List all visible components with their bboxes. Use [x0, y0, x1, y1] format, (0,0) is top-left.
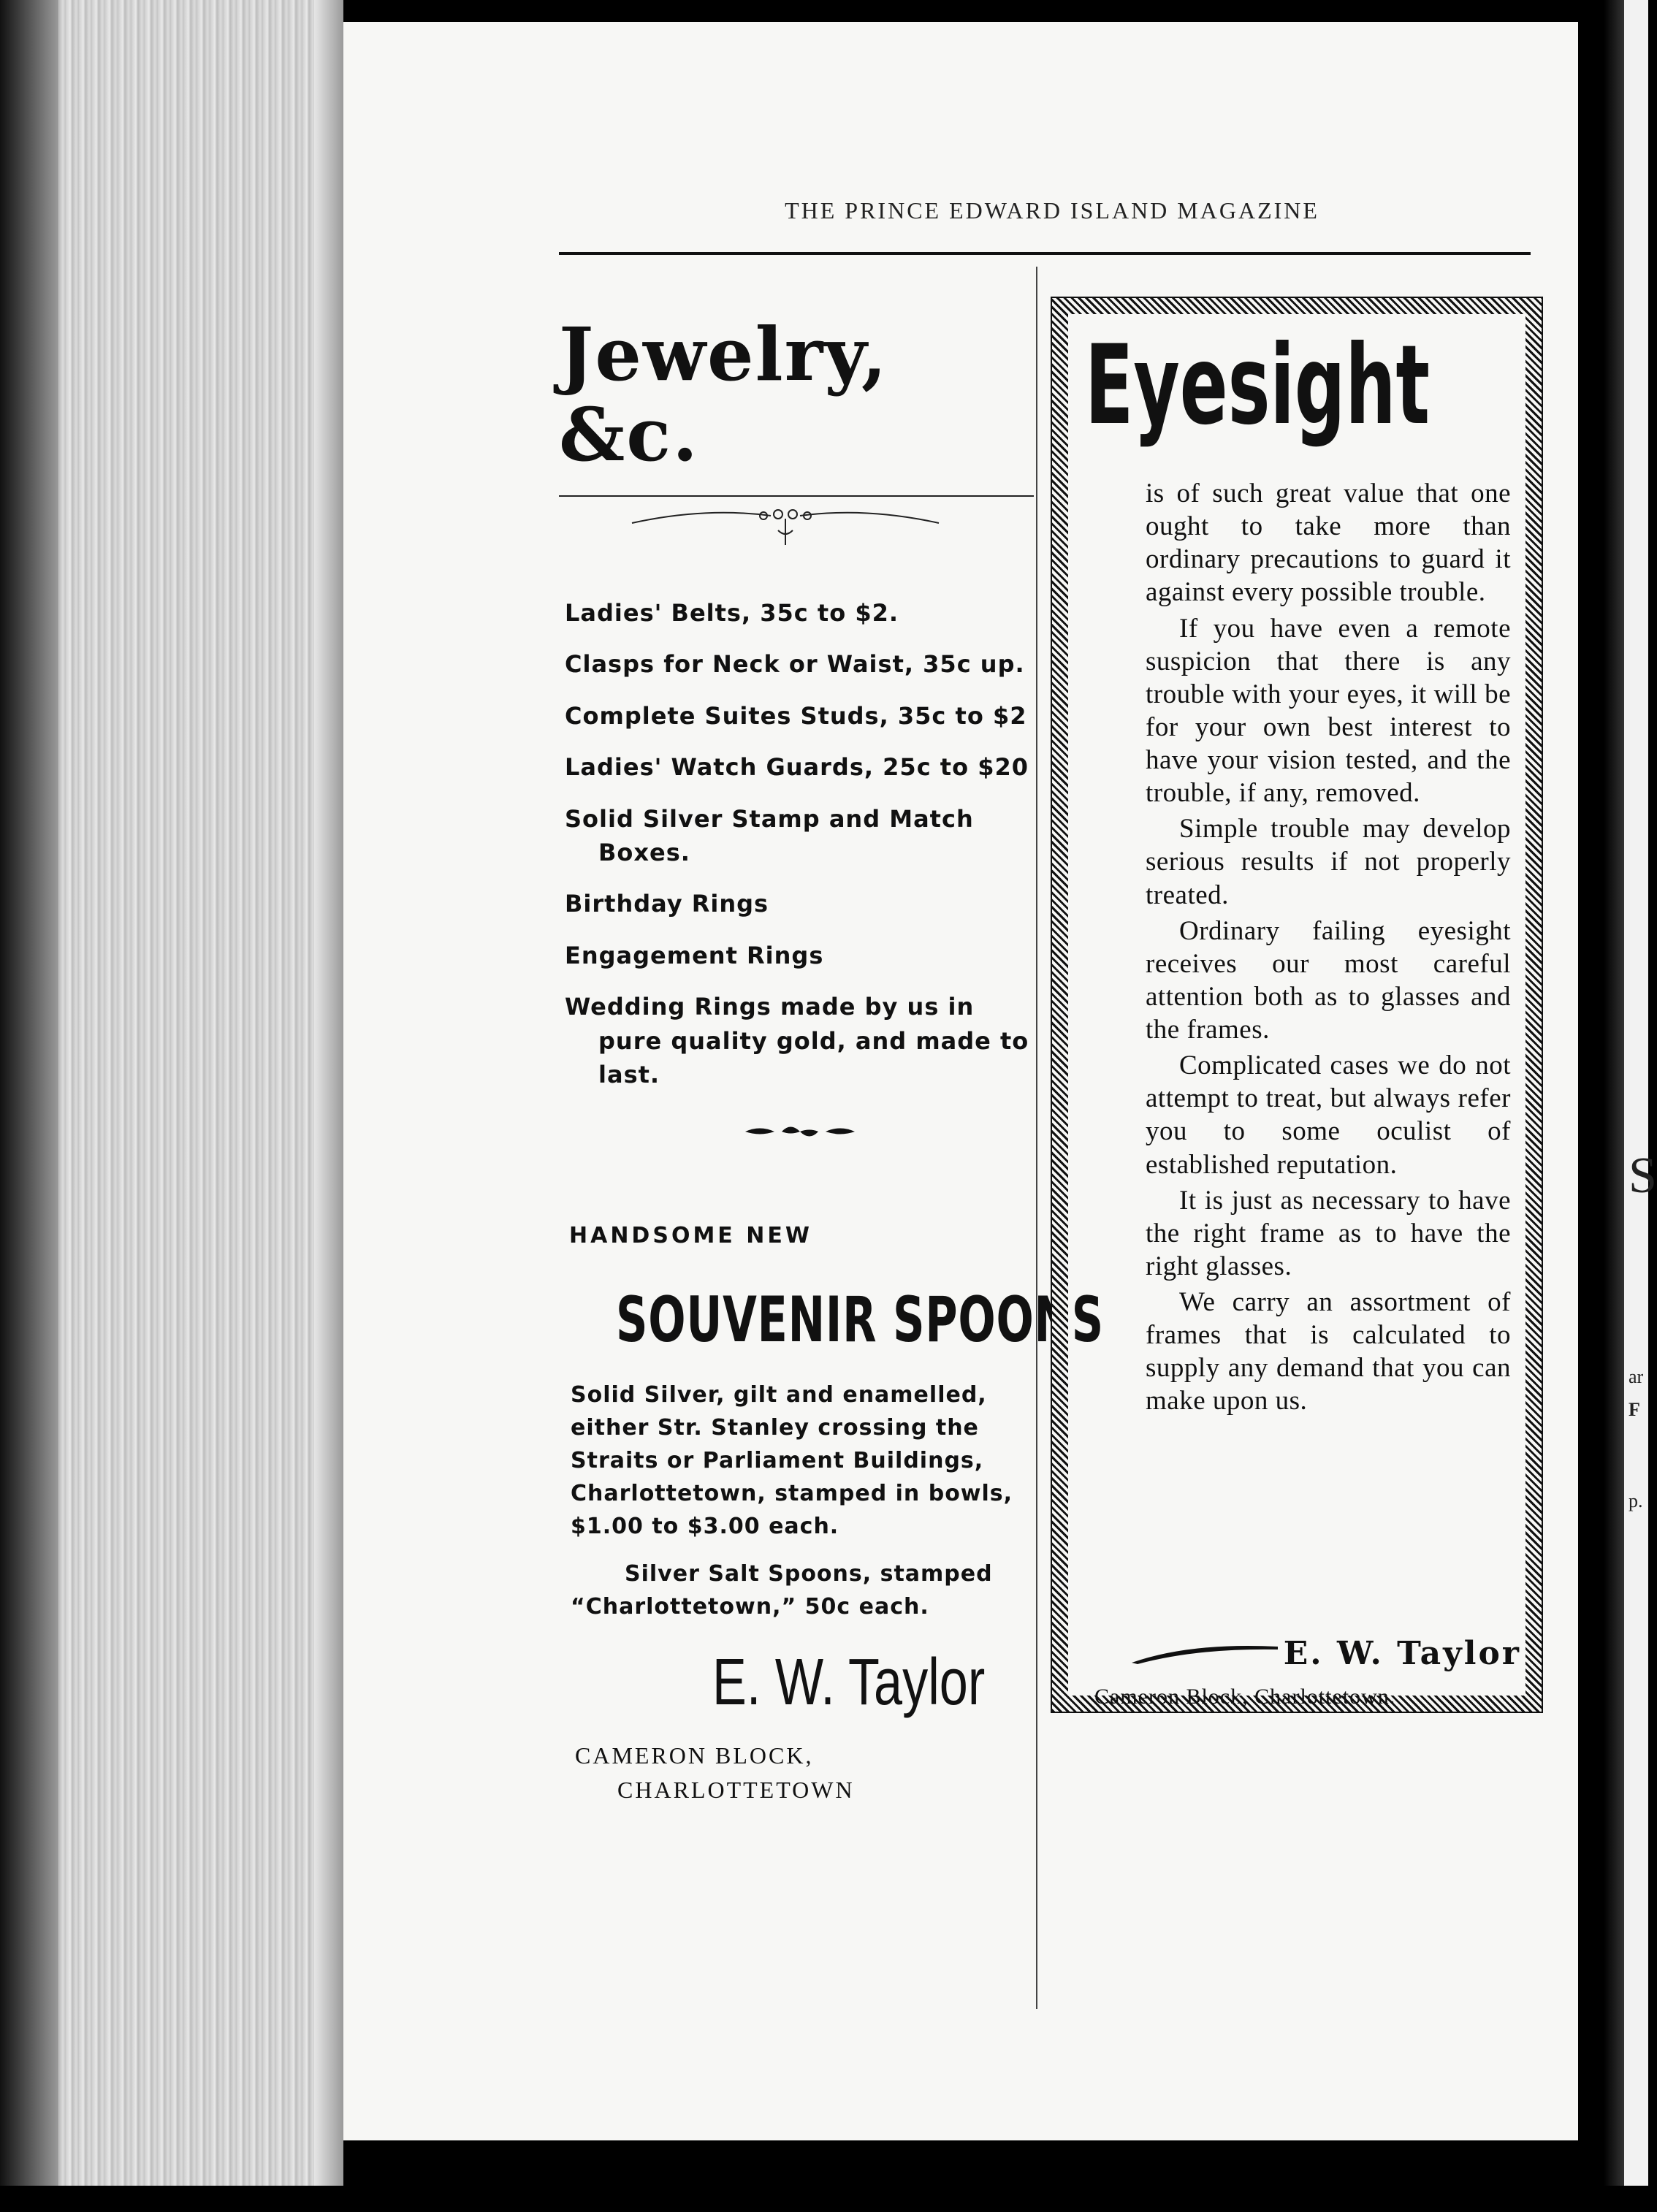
- handsome-new-heading: HANDSOME NEW: [569, 1223, 812, 1249]
- eyesight-title: Eyesight: [1085, 322, 1430, 449]
- paragraph: is of such great value that one ought to take more than ordinary precautions to guard it against every possible trouble.: [1146, 478, 1511, 608]
- adjacent-page-fragment: F: [1629, 1399, 1640, 1420]
- spoons-description: Solid Silver, gilt and enamelled, either Str. Stanley crossing the Straits or Parliament Buildings, Charlottetown, stamped in bowls, $1.00 to $3.00 each.: [571, 1382, 1013, 1540]
- eyesight-body: [1146, 477, 1511, 1421]
- list-item: Engagement Rings: [565, 941, 824, 969]
- paragraph: Simple trouble may develop serious results if not properly treated.: [1146, 814, 1511, 910]
- page-gutter-shadow: [314, 0, 343, 2186]
- paragraph: Complicated cases we do not attempt to treat, but always refer you to some oculist of established reputation.: [1146, 1050, 1511, 1180]
- list-item: Ladies' Watch Guards, 25c to $20: [565, 753, 1029, 782]
- adjacent-page-edge: [1604, 0, 1657, 2186]
- list-item: Solid Silver Stamp and Match Boxes.: [565, 804, 974, 866]
- eyesight-address: Cameron Block, Charlottetown.: [1094, 1685, 1396, 1709]
- list-item: Complete Suites Studs, 35c to $2: [565, 701, 1027, 730]
- eyesight-advertisement: [1052, 298, 1549, 2212]
- list-item: Clasps for Neck or Waist, 35c up.: [565, 650, 1025, 679]
- salt-spoons-line: Silver Salt Spoons, stamped: [625, 1561, 993, 1587]
- adjacent-page-gutter: [1604, 0, 1624, 2186]
- flourish-ornament-icon: [632, 501, 939, 552]
- swirl-ornament-icon: [745, 1121, 855, 1143]
- book-fore-edge: [0, 0, 343, 2186]
- adjacent-page-fragment: S: [1629, 1148, 1657, 1204]
- adjacent-page-fragment: ar: [1629, 1366, 1644, 1387]
- header-rule: [559, 252, 1531, 255]
- jewelry-advertisement: [559, 292, 1105, 1804]
- eyesight-signature-row: [1090, 1635, 1521, 1672]
- binding-shadow: [0, 0, 58, 2186]
- list-item: Ladies' Belts, 35c to $2.: [565, 599, 899, 627]
- souvenir-spoons-heading: SOUVENIR SPOONS: [616, 1284, 1105, 1357]
- jewelry-title: Jewelry, &c.: [559, 311, 888, 478]
- adjacent-page-fragment: p.: [1629, 1490, 1643, 1511]
- pen-flourish-icon: [1132, 1639, 1278, 1668]
- salt-spoons-description: [571, 1557, 1038, 1623]
- running-head: THE PRINCE EDWARD ISLAND MAGAZINE: [785, 197, 1319, 224]
- taylor-signature: E. W. Taylor: [712, 1646, 986, 1720]
- title-rule: [559, 495, 1034, 497]
- jewelry-item-list: [565, 596, 1041, 1091]
- salt-spoons-line: “Charlottetown,” 50c each.: [571, 1594, 929, 1620]
- address-line: CAMERON BLOCK,: [575, 1742, 814, 1769]
- list-item: Wedding Rings made by us in pure quality gold, and made to last.: [565, 993, 1029, 1088]
- paragraph: We carry an assortment of frames that is calculated to supply any demand that you can make upon us.: [1146, 1287, 1511, 1416]
- paragraph: It is just as necessary to have the right frame as to have the right glasses.: [1146, 1185, 1511, 1281]
- list-item: Birthday Rings: [565, 890, 769, 918]
- eyesight-signature: E. W. Taylor: [1283, 1635, 1521, 1672]
- paragraph: If you have even a remote suspicion that there is any trouble with your eyes, it will be for your own best interest to have your vision tested, and the trouble, if any, removed.: [1146, 613, 1511, 809]
- paragraph: Ordinary failing eyesight receives our most careful attention both as to glasses and the frames.: [1146, 915, 1511, 1045]
- address-line: CHARLOTTETOWN: [617, 1777, 855, 1804]
